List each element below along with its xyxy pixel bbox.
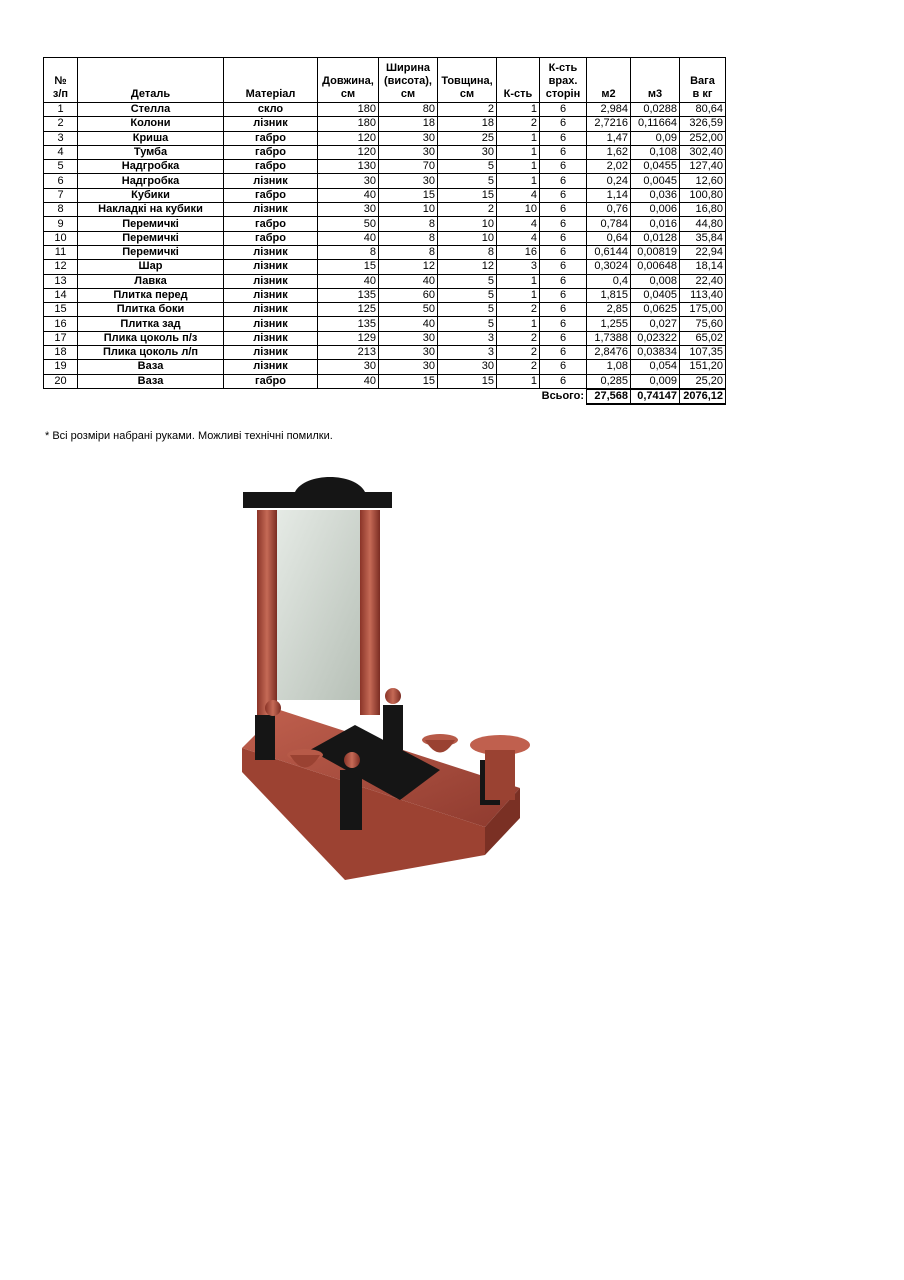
cell-part: Плика цоколь п/з [78, 331, 224, 345]
cell-weight: 175,00 [680, 303, 726, 317]
cell-material: габро [224, 231, 318, 245]
header-weight: Вага в кг [680, 58, 726, 103]
cell-weight: 18,14 [680, 260, 726, 274]
cell-length: 30 [318, 203, 379, 217]
cell-thickness: 8 [438, 245, 497, 259]
cell-length: 40 [318, 374, 379, 389]
cell-m2: 1,14 [587, 188, 631, 202]
table-row [44, 217, 726, 231]
total-m3: 0,74147 [631, 389, 680, 404]
cell-part: Лавка [78, 274, 224, 288]
cell-width: 50 [379, 303, 438, 317]
cell-material: габро [224, 188, 318, 202]
table-row [44, 231, 726, 245]
table-row [44, 317, 726, 331]
cell-m2: 2,85 [587, 303, 631, 317]
cell-sides: 6 [540, 374, 587, 389]
cell-number: 3 [44, 131, 78, 145]
cell-m3: 0,016 [631, 217, 680, 231]
cell-thickness: 18 [438, 117, 497, 131]
column-left [257, 510, 277, 715]
cell-width: 30 [379, 360, 438, 374]
cell-part: Стелла [78, 103, 224, 117]
total-weight: 2076,12 [680, 389, 726, 404]
cell-sides: 6 [540, 217, 587, 231]
cell-material: лізник [224, 331, 318, 345]
header-sides: К-сть врах. сторін [540, 58, 587, 103]
cell-sides: 6 [540, 303, 587, 317]
cell-number: 8 [44, 203, 78, 217]
cell-m3: 0,0045 [631, 174, 680, 188]
cell-width: 15 [379, 374, 438, 389]
cell-quantity: 4 [497, 217, 540, 231]
cell-weight: 12,60 [680, 174, 726, 188]
cell-weight: 44,80 [680, 217, 726, 231]
cell-m3: 0,054 [631, 360, 680, 374]
cell-quantity: 3 [497, 260, 540, 274]
header-part: Деталь [78, 58, 224, 103]
cell-part: Ваза [78, 360, 224, 374]
cell-sides: 6 [540, 360, 587, 374]
cell-quantity: 1 [497, 145, 540, 159]
table-row [44, 260, 726, 274]
cell-m2: 2,7216 [587, 117, 631, 131]
cell-length: 135 [318, 317, 379, 331]
cell-number: 18 [44, 346, 78, 360]
cell-length: 180 [318, 103, 379, 117]
cell-quantity: 1 [497, 288, 540, 302]
cell-m3: 0,006 [631, 203, 680, 217]
cell-weight: 326,59 [680, 117, 726, 131]
cell-part: Криша [78, 131, 224, 145]
table-row [44, 203, 726, 217]
total-m2: 27,568 [587, 389, 631, 404]
cell-length: 125 [318, 303, 379, 317]
cell-m3: 0,03834 [631, 346, 680, 360]
cell-length: 130 [318, 160, 379, 174]
cell-sides: 6 [540, 317, 587, 331]
cell-weight: 127,40 [680, 160, 726, 174]
cell-thickness: 30 [438, 360, 497, 374]
table-row [44, 160, 726, 174]
cell-number: 16 [44, 317, 78, 331]
cell-number: 10 [44, 231, 78, 245]
ball-right [385, 688, 401, 704]
cell-part: Надгробка [78, 160, 224, 174]
ball-left [265, 700, 281, 716]
cell-m2: 2,02 [587, 160, 631, 174]
cell-number: 2 [44, 117, 78, 131]
table-row [44, 303, 726, 317]
cell-weight: 113,40 [680, 288, 726, 302]
cell-length: 129 [318, 331, 379, 345]
cell-thickness: 3 [438, 331, 497, 345]
cell-length: 135 [318, 288, 379, 302]
cell-weight: 302,40 [680, 145, 726, 159]
ball-center [344, 752, 360, 768]
glass-stele [275, 510, 360, 700]
cell-material: лізник [224, 274, 318, 288]
cell-part: Шар [78, 260, 224, 274]
cell-m2: 0,24 [587, 174, 631, 188]
cell-part: Тумба [78, 145, 224, 159]
cell-number: 20 [44, 374, 78, 389]
cell-quantity: 10 [497, 203, 540, 217]
cell-thickness: 10 [438, 231, 497, 245]
cell-quantity: 2 [497, 117, 540, 131]
cell-number: 19 [44, 360, 78, 374]
cell-material: габро [224, 131, 318, 145]
specification-table [43, 57, 726, 405]
cell-sides: 6 [540, 346, 587, 360]
cell-part: Плитка боки [78, 303, 224, 317]
cell-material: габро [224, 160, 318, 174]
cell-thickness: 25 [438, 131, 497, 145]
cell-weight: 35,84 [680, 231, 726, 245]
cell-m2: 0,3024 [587, 260, 631, 274]
cell-m3: 0,0128 [631, 231, 680, 245]
table-row [44, 360, 726, 374]
cell-m2: 1,08 [587, 360, 631, 374]
cell-length: 120 [318, 131, 379, 145]
cell-part: Накладкі на кубики [78, 203, 224, 217]
header-m3: м3 [631, 58, 680, 103]
cell-sides: 6 [540, 260, 587, 274]
cell-m2: 1,815 [587, 288, 631, 302]
cell-m2: 1,62 [587, 145, 631, 159]
cell-sides: 6 [540, 117, 587, 131]
cell-number: 6 [44, 174, 78, 188]
cell-quantity: 1 [497, 103, 540, 117]
cell-width: 18 [379, 117, 438, 131]
cell-number: 14 [44, 288, 78, 302]
cell-weight: 252,00 [680, 131, 726, 145]
cell-weight: 107,35 [680, 346, 726, 360]
cell-length: 30 [318, 174, 379, 188]
cell-m2: 1,47 [587, 131, 631, 145]
cell-m3: 0,008 [631, 274, 680, 288]
cell-thickness: 5 [438, 317, 497, 331]
table-row [44, 374, 726, 389]
cell-number: 1 [44, 103, 78, 117]
cell-length: 15 [318, 260, 379, 274]
cell-sides: 6 [540, 145, 587, 159]
table-row [44, 274, 726, 288]
cell-weight: 16,80 [680, 203, 726, 217]
cell-material: лізник [224, 288, 318, 302]
cell-m3: 0,0288 [631, 103, 680, 117]
header-length: Довжина, см [318, 58, 379, 103]
cell-material: лізник [224, 203, 318, 217]
cell-material: габро [224, 145, 318, 159]
cell-material: скло [224, 103, 318, 117]
cell-width: 70 [379, 160, 438, 174]
cell-part: Колони [78, 117, 224, 131]
cell-weight: 22,40 [680, 274, 726, 288]
cell-thickness: 2 [438, 103, 497, 117]
cell-m3: 0,0625 [631, 303, 680, 317]
cell-material: лізник [224, 174, 318, 188]
cell-sides: 6 [540, 231, 587, 245]
cell-weight: 22,94 [680, 245, 726, 259]
cell-number: 9 [44, 217, 78, 231]
cell-number: 5 [44, 160, 78, 174]
cell-width: 40 [379, 274, 438, 288]
cell-weight: 25,20 [680, 374, 726, 389]
cell-number: 12 [44, 260, 78, 274]
cell-weight: 80,64 [680, 103, 726, 117]
cell-m2: 2,8476 [587, 346, 631, 360]
cell-width: 15 [379, 188, 438, 202]
cell-thickness: 2 [438, 203, 497, 217]
table-row [44, 131, 726, 145]
cell-thickness: 5 [438, 288, 497, 302]
cell-m3: 0,00819 [631, 245, 680, 259]
cell-thickness: 12 [438, 260, 497, 274]
cell-width: 30 [379, 131, 438, 145]
cell-thickness: 5 [438, 160, 497, 174]
cell-part: Перемичкі [78, 217, 224, 231]
cell-sides: 6 [540, 174, 587, 188]
cell-width: 8 [379, 231, 438, 245]
bench-leg [485, 750, 515, 800]
monument-render-image [235, 470, 535, 885]
cell-m3: 0,09 [631, 131, 680, 145]
cell-sides: 6 [540, 131, 587, 145]
cell-thickness: 5 [438, 174, 497, 188]
cell-sides: 6 [540, 245, 587, 259]
cell-quantity: 4 [497, 231, 540, 245]
cell-length: 40 [318, 274, 379, 288]
table-row [44, 288, 726, 302]
cell-number: 4 [44, 145, 78, 159]
cell-quantity: 1 [497, 274, 540, 288]
cell-length: 120 [318, 145, 379, 159]
total-label: Всього: [541, 390, 584, 403]
cell-material: лізник [224, 317, 318, 331]
cell-m3: 0,009 [631, 374, 680, 389]
cell-m2: 0,285 [587, 374, 631, 389]
cell-width: 60 [379, 288, 438, 302]
cell-m2: 1,7388 [587, 331, 631, 345]
cell-quantity: 2 [497, 360, 540, 374]
footnote: * Всі розміри набрані руками. Можливі технічні помилки. [45, 430, 333, 442]
cell-quantity: 2 [497, 303, 540, 317]
cell-number: 11 [44, 245, 78, 259]
cell-quantity: 1 [497, 160, 540, 174]
cell-material: лізник [224, 360, 318, 374]
cell-part: Кубики [78, 188, 224, 202]
cell-length: 8 [318, 245, 379, 259]
cell-material: габро [224, 374, 318, 389]
cell-number: 7 [44, 188, 78, 202]
cell-m3: 0,00648 [631, 260, 680, 274]
cell-m3: 0,02322 [631, 331, 680, 345]
header-thickness: Товщина, см [438, 58, 497, 103]
cell-thickness: 5 [438, 274, 497, 288]
cell-m2: 0,784 [587, 217, 631, 231]
cell-thickness: 15 [438, 188, 497, 202]
header-quantity: К-сть [497, 58, 540, 103]
cell-quantity: 1 [497, 131, 540, 145]
cell-quantity: 1 [497, 374, 540, 389]
cell-length: 213 [318, 346, 379, 360]
cell-thickness: 15 [438, 374, 497, 389]
cell-length: 30 [318, 360, 379, 374]
cell-material: габро [224, 217, 318, 231]
cell-material: лізник [224, 245, 318, 259]
cell-quantity: 16 [497, 245, 540, 259]
cell-width: 30 [379, 174, 438, 188]
cell-width: 8 [379, 217, 438, 231]
cell-part: Плика цоколь л/п [78, 346, 224, 360]
cell-number: 17 [44, 331, 78, 345]
roof [243, 477, 392, 508]
cell-part: Перемичкі [78, 245, 224, 259]
table-header-row [44, 58, 726, 103]
cell-thickness: 5 [438, 303, 497, 317]
cell-m3: 0,0455 [631, 160, 680, 174]
cell-quantity: 2 [497, 346, 540, 360]
cell-sides: 6 [540, 274, 587, 288]
cell-length: 50 [318, 217, 379, 231]
cell-m3: 0,036 [631, 188, 680, 202]
cell-width: 40 [379, 317, 438, 331]
table-row [44, 174, 726, 188]
cell-width: 12 [379, 260, 438, 274]
cell-quantity: 1 [497, 317, 540, 331]
cell-m2: 0,76 [587, 203, 631, 217]
cell-number: 15 [44, 303, 78, 317]
table-row [44, 188, 726, 202]
cell-part: Ваза [78, 374, 224, 389]
cell-m3: 0,0405 [631, 288, 680, 302]
cell-m3: 0,027 [631, 317, 680, 331]
table-row [44, 331, 726, 345]
cell-weight: 100,80 [680, 188, 726, 202]
cell-quantity: 2 [497, 331, 540, 345]
cell-thickness: 30 [438, 145, 497, 159]
cell-length: 40 [318, 231, 379, 245]
cell-weight: 75,60 [680, 317, 726, 331]
header-m2: м2 [587, 58, 631, 103]
cell-width: 30 [379, 331, 438, 345]
cell-m2: 2,984 [587, 103, 631, 117]
header-material: Матеріал [224, 58, 318, 103]
cell-length: 180 [318, 117, 379, 131]
cell-width: 10 [379, 203, 438, 217]
cell-thickness: 10 [438, 217, 497, 231]
table-row [44, 346, 726, 360]
cell-width: 30 [379, 346, 438, 360]
cell-material: лізник [224, 346, 318, 360]
cell-sides: 6 [540, 331, 587, 345]
cell-width: 30 [379, 145, 438, 159]
total-row [44, 389, 726, 404]
cell-quantity: 1 [497, 174, 540, 188]
cell-m3: 0,11664 [631, 117, 680, 131]
cell-material: лізник [224, 303, 318, 317]
cell-part: Плитка зад [78, 317, 224, 331]
cell-length: 40 [318, 188, 379, 202]
cell-weight: 65,02 [680, 331, 726, 345]
cell-m2: 0,64 [587, 231, 631, 245]
cell-sides: 6 [540, 103, 587, 117]
header-number: № з/п [44, 58, 78, 103]
cell-width: 80 [379, 103, 438, 117]
header-width: Ширина (висота), см [379, 58, 438, 103]
cell-m2: 0,6144 [587, 245, 631, 259]
cell-material: лізник [224, 117, 318, 131]
cell-m3: 0,108 [631, 145, 680, 159]
block-left [255, 715, 275, 760]
cell-m2: 1,255 [587, 317, 631, 331]
cell-part: Перемичкі [78, 231, 224, 245]
table-row [44, 145, 726, 159]
table-row [44, 245, 726, 259]
cell-quantity: 4 [497, 188, 540, 202]
cell-part: Плитка перед [78, 288, 224, 302]
cell-weight: 151,20 [680, 360, 726, 374]
table-row [44, 117, 726, 131]
table-row [44, 103, 726, 117]
cell-number: 13 [44, 274, 78, 288]
cell-width: 8 [379, 245, 438, 259]
cell-sides: 6 [540, 188, 587, 202]
cell-material: лізник [224, 260, 318, 274]
column-right [360, 510, 380, 715]
cell-sides: 6 [540, 160, 587, 174]
cell-sides: 6 [540, 203, 587, 217]
block-front [340, 770, 362, 830]
cell-thickness: 3 [438, 346, 497, 360]
cell-sides: 6 [540, 288, 587, 302]
block-right [383, 705, 403, 750]
cell-m2: 0,4 [587, 274, 631, 288]
cell-part: Надгробка [78, 174, 224, 188]
